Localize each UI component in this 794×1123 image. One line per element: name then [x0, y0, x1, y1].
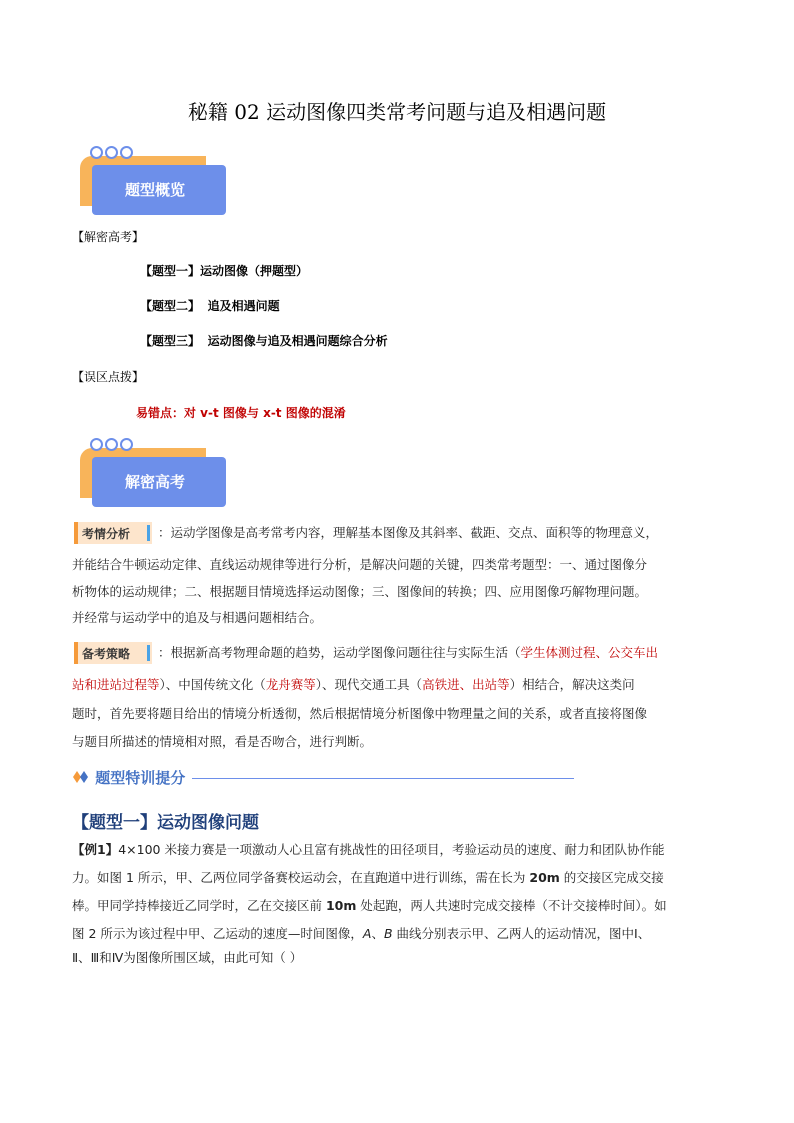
- error-point: 易错点：对 v-t 图像与 x-t 图像的混淆: [136, 406, 346, 420]
- item-text: 运动图像与追及相遇问题综合分析: [207, 334, 388, 348]
- banner-label: 解密高考: [124, 473, 185, 491]
- example-label: 【例1】: [72, 842, 119, 857]
- highlight-run: 高铁进、出站等: [422, 677, 510, 692]
- item-tag: 【题型一】: [140, 264, 201, 278]
- wuqu-heading: 【误区点拨】: [72, 370, 145, 384]
- beikao-line-4: 与题目所描述的情境相对照，看是否吻合，进行判断。: [72, 734, 373, 749]
- kaoqing-tag-label: 考情分析: [82, 527, 131, 541]
- text-run: 、: [371, 926, 384, 941]
- section-heading: [72, 767, 185, 788]
- text-run: ）相结合，解决这类问: [509, 677, 635, 692]
- kaoqing-line-3: 析物体的运动规律；二、根据题目情境选择运动图像；三、图像间的转换；四、应用图像巧解物理问题。: [72, 584, 648, 599]
- text-run: ）、现代交通工具（: [315, 677, 423, 692]
- value-run: 10m: [325, 898, 357, 913]
- text-run: 图 2 所示为该过程中甲、乙运动的速度—时间图像，: [72, 926, 363, 941]
- variable-b: B: [383, 926, 393, 941]
- beikao-line-2: [72, 673, 635, 697]
- question-line-4: [72, 922, 650, 946]
- text-run: 的交接区完成交接: [559, 870, 664, 885]
- beikao-line-1: [158, 641, 658, 665]
- text-run: ）、中国传统文化（: [159, 677, 266, 692]
- highlight-run: 站和进站过程等: [72, 677, 160, 692]
- highlight-run: 龙舟赛等: [265, 677, 316, 692]
- page-title: 秘籍 02 运动图像四类常考问题与追及相遇问题: [187, 100, 607, 124]
- item-tag: 【题型二】: [140, 299, 201, 313]
- section-banner-jiemi: [80, 442, 226, 512]
- diamond-icon: [72, 770, 90, 784]
- item-tag: 【题型三】: [140, 334, 201, 348]
- value-run: 20m: [529, 870, 560, 885]
- jiemi-heading: 【解密高考】: [72, 230, 145, 244]
- text-run: 曲线分别表示甲、乙两人的运动情况，图中Ⅰ、: [392, 926, 651, 941]
- kaoqing-tag: [74, 522, 152, 544]
- question-type-heading: 【题型一】运动图像问题: [72, 813, 259, 833]
- banner-label: 题型概览: [124, 181, 185, 199]
- section-banner-overview: [80, 150, 226, 220]
- text-run: ：根据新高考物理命题的趋势，运动学图像问题往往与实际生活（: [158, 645, 521, 660]
- text-run: 处起跑，两人共速时完成交接棒（不计交接棒时间）。如: [356, 898, 667, 913]
- beikao-line-3: 题时，首先要将题目给出的情境分析透彻，然后根据情境分析图像中物理量之间的关系，或者直接将图像: [72, 706, 648, 721]
- question-line-5: Ⅱ、Ⅲ和Ⅳ为图像所围区域，由此可知（ ）: [72, 950, 303, 965]
- text-run: 棒。甲同学持棒接近乙同学时，乙在交接区前: [72, 898, 326, 913]
- text-run: 力。如图 1 所示，甲、乙两位同学备赛校运动会，在直跑道中进行训练，需在长为: [72, 870, 530, 885]
- section-heading-label: 题型特训提分: [95, 769, 186, 787]
- question-line-1: [72, 838, 664, 862]
- kaoqing-line-4: 并经常与运动学中的追及与相遇问题相结合。: [72, 610, 323, 625]
- kaoqing-line-1: ：运动学图像是高考常考内容，理解基本图像及其斜率、截距、交点、面积等的物理意义，: [158, 525, 659, 540]
- question-line-3: [72, 894, 667, 918]
- item-text: 追及相遇问题: [207, 299, 280, 313]
- overview-item-2: [140, 297, 280, 314]
- question-line-2: [72, 866, 664, 890]
- beikao-tag-label: 备考策略: [82, 647, 131, 661]
- kaoqing-line-2: 并能结合牛顿运动定律、直线运动规律等进行分析，是解决问题的关键，四类常考题型：一、通过图像分: [72, 557, 648, 572]
- text-run: 4×100 米接力赛是一项激动人心且富有挑战性的田径项目，考验运动员的速度、耐力和团队协作能: [118, 842, 665, 857]
- beikao-tag: [74, 642, 152, 664]
- overview-item-3: [140, 332, 388, 349]
- variable-a: A: [362, 926, 372, 941]
- highlight-run: 学生体测过程、公交车出: [520, 645, 659, 660]
- section-divider: [192, 778, 574, 779]
- overview-item-1: [140, 262, 308, 279]
- item-text: 运动图像（押题型）: [200, 264, 309, 278]
